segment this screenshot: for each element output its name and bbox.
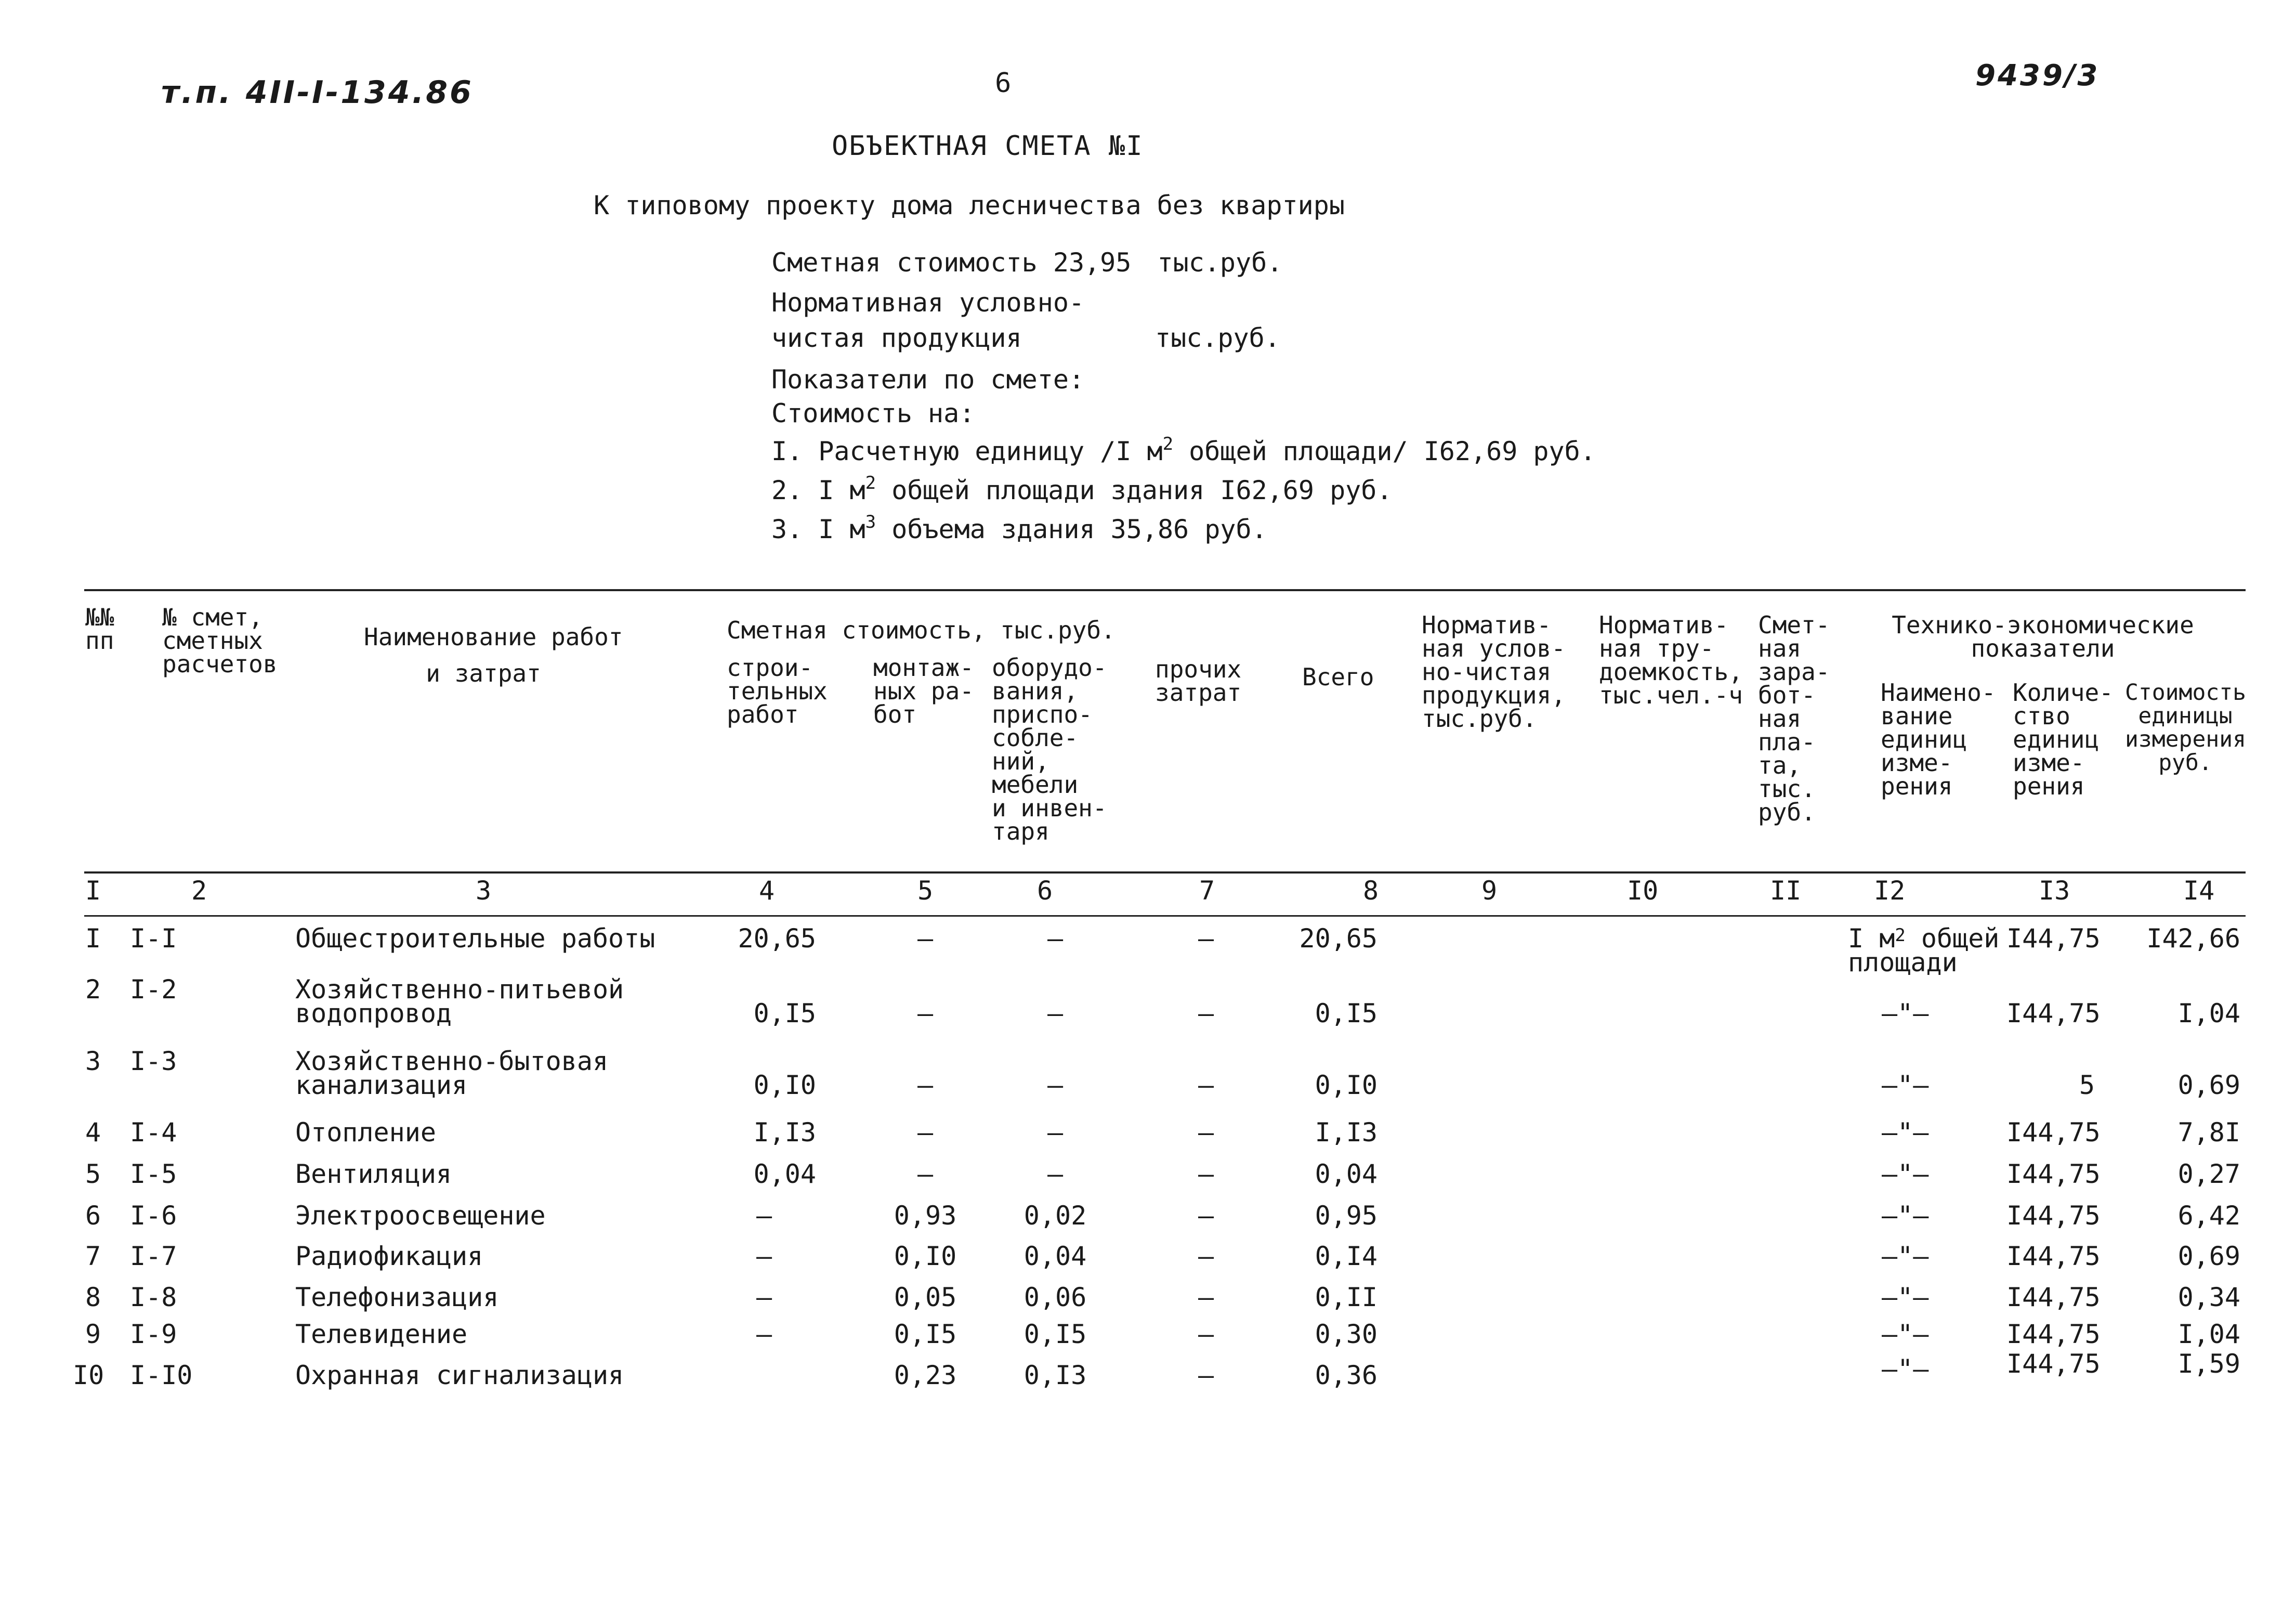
work-name: Хозяйственно-бытовая [295, 1046, 609, 1076]
other-cost: – [1198, 1159, 1214, 1189]
equipment-cost: 0,04 [1024, 1241, 1087, 1271]
page-subtitle: К типовому проекту дома лесничества без квартиры [594, 190, 1345, 220]
total-cost: 0,I5 [1315, 998, 1377, 1028]
equipment-cost: 0,06 [1024, 1282, 1087, 1312]
table-row [0, 1349, 2296, 1405]
estimate-code: I-4 [130, 1117, 177, 1148]
inventory-number: 9439/3 [1975, 59, 2100, 93]
estimate-code: I-6 [130, 1201, 177, 1231]
equipment-cost: 0,I3 [1024, 1360, 1087, 1390]
column-number: I4 [2183, 876, 2215, 906]
col-header-4: строи- тельных работ [727, 654, 828, 728]
total-cost: I,I3 [1315, 1117, 1377, 1148]
construction-cost: 0,I0 [753, 1070, 816, 1100]
installation-cost: – [917, 1159, 934, 1189]
estimate-code: I-9 [130, 1319, 177, 1349]
equipment-cost: – [1047, 1117, 1064, 1148]
col-header-10: Норматив- ная тру- доемкость, тыс.чел.-ч [1599, 611, 1743, 709]
unit-name: –"– [1882, 1201, 1929, 1231]
column-number: II [1770, 876, 1802, 906]
unit-name: –"– [1882, 1159, 1929, 1189]
unit-price: I,04 [2177, 998, 2240, 1028]
work-name: Телевидение [295, 1319, 468, 1349]
installation-cost: – [917, 1070, 934, 1100]
other-cost: – [1198, 1201, 1214, 1231]
other-cost: – [1198, 1117, 1214, 1148]
other-cost: – [1198, 1360, 1214, 1390]
equipment-cost: – [1047, 923, 1064, 954]
indicator-2 [771, 473, 1393, 505]
row-number: 4 [85, 1117, 101, 1148]
estimated-cost-line [771, 247, 1283, 278]
other-cost: – [1198, 1282, 1214, 1312]
unit-price: 0,69 [2177, 1241, 2240, 1271]
installation-cost: 0,23 [894, 1360, 957, 1390]
unit-name-line2: площади [1848, 947, 1958, 978]
column-number: 4 [759, 876, 775, 906]
cost-unit: тыс.руб. [1157, 247, 1283, 278]
header-bottom-rule [84, 871, 2246, 874]
row-number: 7 [85, 1241, 101, 1271]
indicator-1-sup: 2 [1162, 434, 1174, 454]
total-cost: 20,65 [1299, 923, 1377, 954]
unit-quantity: 5 [2079, 1070, 2095, 1100]
row-number: 2 [85, 974, 101, 1005]
unit-name: –"– [1882, 1241, 1929, 1271]
table-row [0, 1046, 2296, 1100]
table-row [0, 923, 2296, 978]
row-number: I [85, 923, 101, 954]
construction-cost: – [756, 1319, 772, 1349]
table-row [0, 1241, 2296, 1286]
page-title: ОБЪЕКТНАЯ СМЕТА №I [832, 131, 1144, 162]
unit-price: 7,8I [2177, 1117, 2240, 1148]
indicator-3 [771, 512, 1267, 544]
col-header-1: №№ пп [85, 603, 114, 655]
column-number: 9 [1481, 876, 1498, 906]
work-name: Отопление [295, 1117, 436, 1148]
installation-cost: 0,I5 [894, 1319, 957, 1349]
table-row [0, 1319, 2296, 1364]
other-cost: – [1198, 1241, 1214, 1271]
estimate-code: I-8 [130, 1282, 177, 1312]
indicator-2-sup: 2 [865, 473, 876, 493]
equipment-cost: 0,I5 [1024, 1319, 1087, 1349]
construction-cost: 20,65 [738, 923, 816, 954]
unit-price: I,04 [2177, 1319, 2240, 1349]
normative-label-line1: Нормативная условно- [771, 288, 1085, 318]
indicator-2-prefix: 2. I м [771, 475, 865, 505]
total-cost: 0,95 [1315, 1201, 1377, 1231]
work-name: Радиофикация [295, 1241, 483, 1271]
column-number: 8 [1363, 876, 1379, 906]
installation-cost: 0,93 [894, 1201, 957, 1231]
construction-cost: I,I3 [753, 1117, 816, 1148]
work-name-line2: канализация [295, 1070, 468, 1100]
table-row [0, 1159, 2296, 1204]
indicators-label: Показатели по смете: [771, 364, 1085, 395]
column-number: 3 [476, 876, 492, 906]
total-cost: 0,04 [1315, 1159, 1377, 1189]
column-number: I3 [2039, 876, 2070, 906]
installation-cost: 0,05 [894, 1282, 957, 1312]
unit-name: –"– [1882, 1282, 1929, 1312]
construction-cost: – [756, 1282, 772, 1312]
column-number: 5 [917, 876, 934, 906]
work-name: Электроосвещение [295, 1201, 546, 1231]
tech-group-header: Технико-экономические показатели [1892, 611, 2194, 662]
table-row [0, 1117, 2296, 1162]
unit-quantity: I44,75 [2006, 1241, 2101, 1271]
other-cost: – [1198, 923, 1214, 954]
cost-label: Сметная стоимость [771, 247, 1038, 278]
equipment-cost: – [1047, 998, 1064, 1028]
col-header-14: Стоимость единицы измерения руб. [2125, 680, 2246, 776]
col-header-5: монтаж- ных ра- бот [873, 654, 974, 728]
unit-quantity: I44,75 [2006, 1349, 2101, 1379]
installation-cost: – [917, 1117, 934, 1148]
row-number: 8 [85, 1282, 101, 1312]
col-header-12: Наимено- вание единиц изме- рения [1881, 679, 1996, 800]
unit-name: I $м^2$ общей [1848, 923, 2000, 954]
unit-quantity: I44,75 [2006, 923, 2101, 954]
indicator-3-sup: 3 [865, 512, 876, 532]
total-cost: 0,30 [1315, 1319, 1377, 1349]
row-number: I0 [73, 1360, 104, 1390]
table-top-rule [84, 589, 2246, 591]
equipment-cost: – [1047, 1070, 1064, 1100]
work-name: Хозяйственно-питьевой [295, 974, 624, 1005]
construction-cost: – [756, 1201, 772, 1231]
estimate-code: I-3 [130, 1046, 177, 1076]
unit-price: I,59 [2177, 1349, 2240, 1379]
installation-cost: – [917, 998, 934, 1028]
unit-price: 0,34 [2177, 1282, 2240, 1312]
indicator-2-suffix: общей площади здания I62,69 руб. [876, 475, 1393, 505]
cost-value: 23,95 [1053, 247, 1132, 278]
col-header-6: оборудо- вания, приспо- собле- ний, мебели и инвен- таря [992, 654, 1107, 845]
col-header-3: Наименование работ и затрат [364, 623, 623, 687]
total-cost: 0,I4 [1315, 1241, 1377, 1271]
installation-cost: 0,I0 [894, 1241, 957, 1271]
construction-cost: 0,I5 [753, 998, 816, 1028]
col-header-7: прочих затрат [1155, 655, 1242, 707]
work-name: Общестроительные работы [295, 923, 655, 954]
unit-price: I42,66 [2146, 923, 2240, 954]
estimate-code: I-7 [130, 1241, 177, 1271]
other-cost: – [1198, 998, 1214, 1028]
column-number: 2 [191, 876, 207, 906]
column-number: I0 [1627, 876, 1659, 906]
unit-price: 0,27 [2177, 1159, 2240, 1189]
table-row [0, 1201, 2296, 1245]
unit-quantity: I44,75 [2006, 998, 2101, 1028]
col-header-13: Количе- ство единиц изме- рения [2013, 679, 2114, 800]
indicator-1 [771, 434, 1596, 466]
column-number: I2 [1874, 876, 1906, 906]
col-header-8: Всего [1302, 663, 1374, 691]
row-number: 3 [85, 1046, 101, 1076]
unit-quantity: I44,75 [2006, 1117, 2101, 1148]
normative-label-line2: чистая продукция [771, 323, 1022, 353]
estimate-code: I-I [130, 923, 177, 954]
unit-quantity: I44,75 [2006, 1159, 2101, 1189]
indicator-3-prefix: 3. I м [771, 514, 865, 544]
construction-cost: 0,04 [753, 1159, 816, 1189]
col-header-2: № смет, сметных расчетов [162, 603, 278, 678]
installation-cost: – [917, 923, 934, 954]
indicator-3-suffix: объема здания 35,86 руб. [876, 514, 1267, 544]
unit-quantity: I44,75 [2006, 1201, 2101, 1231]
column-numbers-rule [84, 915, 2246, 917]
work-name: Вентиляция [295, 1159, 452, 1189]
row-number: 5 [85, 1159, 101, 1189]
row-number: 9 [85, 1319, 101, 1349]
equipment-cost: 0,02 [1024, 1201, 1087, 1231]
column-number: I [85, 876, 101, 906]
construction-cost: – [756, 1241, 772, 1271]
other-cost: – [1198, 1070, 1214, 1100]
work-name: Телефонизация [295, 1282, 499, 1312]
column-number: 6 [1037, 876, 1053, 906]
col-header-11: Смет- ная зара- бот- ная пла- та, тыс. руб. [1758, 611, 1830, 826]
unit-quantity: I44,75 [2006, 1319, 2101, 1349]
total-cost: 0,I0 [1315, 1070, 1377, 1100]
estimate-code: I-I0 [130, 1360, 193, 1390]
normative-unit: тыс.руб. [1155, 323, 1280, 353]
unit-name: –"– [1882, 1070, 1929, 1100]
document-code: т.п. 4II-I-134.86 [161, 74, 474, 111]
estimate-code: I-2 [130, 974, 177, 1005]
equipment-cost: – [1047, 1159, 1064, 1189]
col-header-9: Норматив- ная услов- но-чистая продукция, тыс.руб. [1422, 611, 1566, 733]
unit-name: –"– [1882, 998, 1929, 1028]
cost-per-label: Стоимость на: [771, 398, 975, 428]
page-number: 6 [995, 68, 1012, 99]
unit-name: –"– [1882, 1354, 1929, 1384]
indicator-1-prefix: I. Расчетную единицу /I м [771, 436, 1163, 466]
indicator-1-suffix: общей площади/ I62,69 руб. [1173, 436, 1596, 466]
unit-price: 6,42 [2177, 1201, 2240, 1231]
column-number: 7 [1199, 876, 1215, 906]
total-cost: 0,II [1315, 1282, 1377, 1312]
table-row [0, 974, 2296, 1028]
cost-group-header: Сметная стоимость, тыс.руб. [727, 616, 1116, 644]
unit-price: 0,69 [2177, 1070, 2240, 1100]
work-name: Охранная сигнализация [295, 1360, 624, 1390]
unit-name: –"– [1882, 1319, 1929, 1349]
unit-name: –"– [1882, 1117, 1929, 1148]
estimate-code: I-5 [130, 1159, 177, 1189]
unit-quantity: I44,75 [2006, 1282, 2101, 1312]
total-cost: 0,36 [1315, 1360, 1377, 1390]
work-name-line2: водопровод [295, 998, 452, 1028]
other-cost: – [1198, 1319, 1214, 1349]
row-number: 6 [85, 1201, 101, 1231]
